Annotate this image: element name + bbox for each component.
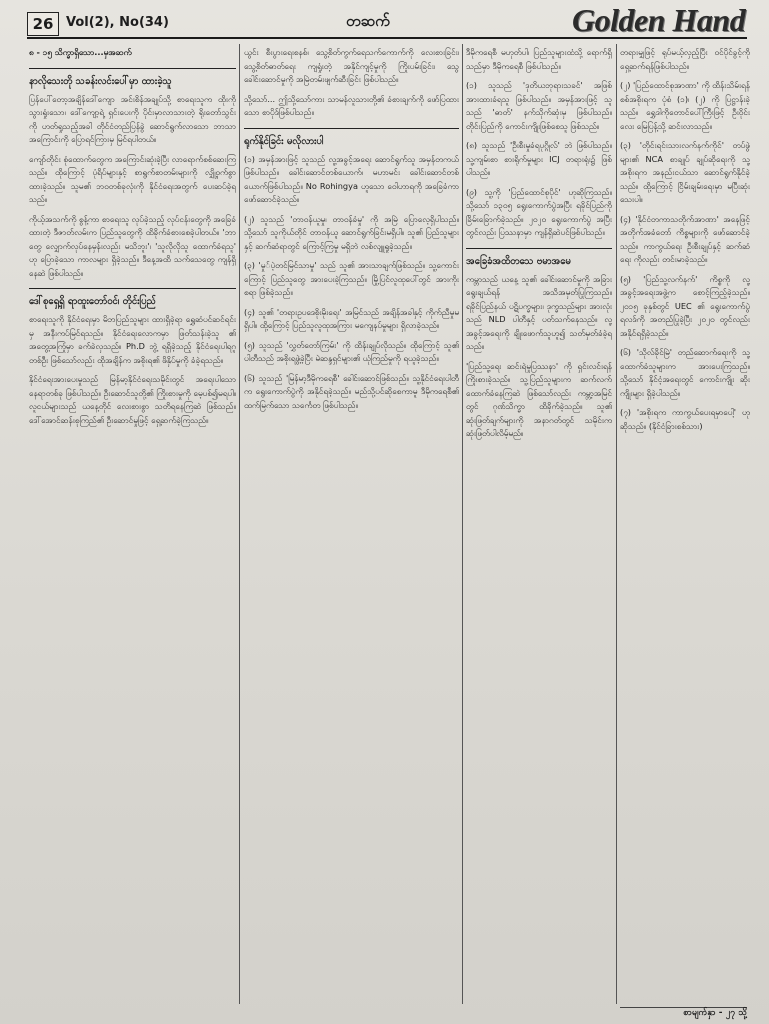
paragraph: နိုင်ငံရေးအားပေးမှုသည် မြန်မာ့နိုင်ငံရေးသမိုင်းတွင် အရေးပါသော နေရာတစ်ခု ဖြစ်ပါသည်။ ဦးဆောင်သူတို့၏ ကြိုးစားမှုကို မေ့ပစ်၍မရပါ။ လူငယ်များသည် ယနေ့တိုင် လေးစားစွာ သတိရနေကြဆဲ ဖြစ်သည်။ ဒေါ်အောင်ဆန်းစုကြည်၏ ဦးဆောင်မှုဖြင့် ရှေ့ဆက်ခဲ့ကြသည်။ — [29, 374, 236, 425]
column-rule — [239, 44, 240, 1004]
column-rule — [462, 44, 463, 1004]
paragraph: (၁) သူသည် 'ဒုတိယဘုရားသခင်' အဖြစ် အားထားခံရသူ ဖြစ်ပါသည်။ အမှန်အားဖြင့် သူသည် 'ဓာတ်' နက်သိုက်ဆုံးမှ ဖြစ်ပါသည်။ တိုင်းပြည်ကို ကောင်းကျိုးဖြစ်စေသူ ဖြစ်သည်။ — [466, 80, 612, 131]
paragraph: (၃) 'မှု်ပဲ့တင်မြင်သာမှု' သည် သူ၏ အားသာချက်ဖြစ်သည်။ သူ့ကောင်းကြောင့် ပြည်သူတွေ အားပေးခဲ့ကြသည်။ မြို့ပြင်လူထုပေါ်တွင် အားကိုးစရာ ဖြစ်ခဲ့သည်။ — [244, 260, 459, 297]
header-rule — [27, 37, 747, 39]
paragraph: (၅) 'ပြည်သူ့လက်နက်' ကိစ္စကို လူ့အခွင့်အရေးအဖွဲ့က စောင့်ကြည့်ခဲ့သည်။ ၂၀၁၅ ခုနှစ်တွင် UEC ၏ ရွေးကောက်ပွဲရလဒ်ကို အတည်ပြုခဲ့ပြီး ၂၀၂၀ တွင်လည်း အနိုင်ရရှိခဲ့သည်။ — [620, 273, 750, 338]
paragraph: (၈) သူသည် 'ဦးစီးမှုခံရပုဂ္ဂိုလ်' ဘဲ ဖြစ်ပါသည်။ သူ့ကျမ်းစာ စားရိုက်မှုများ ICJ တရားရုံး၌ ဖြစ်ပါသည်။ — [466, 140, 612, 177]
subheading: အခြေခံအထိတသေ ဗမာအမေ — [466, 255, 571, 267]
paragraph: (၁) အမှန်အားဖြင့် သူသည် လူ့အခွင့်အရေး ဆောင်ရွက်သူ အမှန်တကယ်ဖြစ်ပါသည်။ ခေါင်းဆောင်တစ်ယောက်၊ မဟာမင်း ခေါင်းဆောင်တစ်ယောက်ဖြစ်ပါသည်။ No Rohingya ဟူသော ဝေါဟာရကို အခြေခံကာ ဖော်ဆောင်ခဲ့သည်။ — [244, 153, 459, 204]
paragraph: ယွင်း စီးပွားရေးစနစ်၊ သွေ့စိတ်ကွက်ရေသက်ကောက်ကို လေးစားခြင်း၊ သွေ့စိတ်ဓာတ်ရေး ကျရှုံးတဲ့ အနိုင်ကျင့်မှုကို ကြိုးပမ်းခြင်း၊ သွေ့ခေါင်းဆောင်မှုကို အမြဲတမ်းဖျက်ဆီးခြင်း ဖြစ်ပါသည်။ — [244, 47, 459, 84]
column-1 — [29, 46, 236, 1004]
column-4 — [620, 46, 750, 1004]
page-number: 26 — [27, 12, 59, 36]
continued-footer: စာမျက်နှာ - ၂၇ သို့ — [683, 1008, 747, 1018]
paragraph: (၅) သူသည် 'လွှတ်တော်ကြမ်း' ကို ထိန်းချုပ်လိုသည်။ ထိုကြောင့် သူ၏ ပါတီသည် အစိုးရဖွဲ့ခဲ့ပြီး မဲဆန္ဒရှင်များ၏ ယုံကြည်မှုကို ရယူခဲ့သည်။ — [244, 339, 459, 363]
paragraph: သို့သော်... ဤသို့သော်ကား သာမန်လူသားတို့၏ ခံစားချက်ကို ဖော်ပြထားသော စာပိုဒ်ဖြစ်ပါသည်။ — [244, 93, 459, 117]
paragraph: (၉) သူ့ကို 'ပြည်ထောင်စုပိုင်' ဟုဆိုကြသည်။ သို့သော် ၁၃၀၅ ရွေးကောက်ပွဲအပြီး ရခိုင်ပြည်ကို ခြိမ်းခြောက်ခဲ့သည်။ ၂၀၂၀ ရွေးကောက်ပွဲ အပြီးတွင်လည်း ပြဿနာမှာ ကျန်ရှိဆဲပင်ဖြစ်ပါသည်။ — [466, 186, 612, 237]
paragraph: (၂) သူသည် 'တာဝန်ယူမှု၊ တာဝန်ခံမှု' ကို အမြဲ ပြောလေ့ရှိပါသည်။ သို့သော် သူကိုယ်တိုင် တာဝန်ယူ ဆောင်ရွက်ခြင်းမရှိပါ။ သူ၏ ပြည်သူများနှင့် ဆက်ဆံရာတွင် ကြောင့်ကြမှု မရှိဘဲ လစ်လျူရှုခဲ့သည်။ — [244, 213, 459, 251]
divider — [244, 128, 459, 129]
subheading: နာလိုသေးတို သခန်းလင်းပေါ်မှာ ထားခဲ့သူ — [29, 75, 172, 87]
paragraph: (၇) 'အစိုးရက ကာကွယ်ပေးရမှာပေါ့' ဟု ဆိုသည်။ (နိုင်ငံခြားစစ်သား) — [620, 407, 750, 431]
page-header — [0, 0, 769, 44]
brand-logo: Golden Hand — [572, 2, 746, 38]
paragraph: ဒီမိုကရေစီ မဟုတ်ပါ၊ ပြည်သူများထံသို့ ရောက်ရှိသည်မှာ ဒီမိုကရေစီ ဖြစ်ပါသည်။ — [466, 47, 612, 71]
paragraph: 'ပြည်သူ့ရေး ဆင်းရဲမှုပြဿနာ' ကို ရှင်းလင်းရန် ကြိုးစားခဲ့သည်။ သူ့ပြည်သူများက ဆက်လက် ထောက်ခံနေကြဆဲ ဖြစ်သော်လည်း ကမ္ဘာ့အမြင်တွင် ဂုဏ်သိက္ခာ ထိခိုက်ခဲ့သည်။ သူ၏ ဆုံးဖြတ်ချက်များကို အနာဂတ်တွင် သမိုင်းက ဆုံးဖြတ်ပါလိမ့်မည်။ — [466, 360, 612, 438]
paragraph: တရားမျှဖြင့် ရုပ်မယ့်လှည့်ပြီး ဝင်ပိုင်ခွင့်ကို ရှေ့ဆက်ရန်ဖြစ်ပါသည်။ — [620, 47, 750, 71]
divider — [29, 68, 236, 69]
paragraph: (၆) 'သိုလ်ခိုင်မြဲ' တည်ဆောက်ရေးကို သူ့ထောက်ခံသူများက အားပေးကြသည်။ သို့သော် နိုင်ငံ့အရေးတွင် ကောင်းကျိုး ဆိုးကျိုးများ ရှိခဲ့ပါသည်။ — [620, 347, 750, 398]
paragraph: ပြန်ပေါ်တော့အချိန်ဒေါ်ကျော အင်းစိန်အချုပ်သို့ စာရေးသူက ထိုးကိုသွားရှုံးသော၊ ဒေါ်ကျော့ရဲ့ ရှင်းပေးကို ပိုင်းမှာလာသားတဲ့ ရိုးတော်သွင်းကို ဟတ်ရှုသည့်အခါ တိုင်ငံတည်ပြန်ခွဲ ဆောင်ရွက်လာသော ဘာသာ အကြောင်းကို ပြောရင်ကြားမှ မြင်ရပါတယ်။ — [29, 93, 236, 144]
paragraph: စာရေးသူကို နိုင်ငံရေးမှာ မိဘပြည်သူများ ထားရှိခဲ့ရာ ရွှေဆံပင်ဆင်ရင်းမှ အနီးကပ်မြင်ရသည်။ နိုင်ငံရေးလောကမှာ ဖြတ်သန်းခဲ့သူ ၏ အတွေ့အကြုံမှာ ခက်ခဲလှသည်။ Ph.D ဘွဲ့ ရရှိခဲ့သည့် နိုင်ငံရေးပါရဂူတစ်ဦး ဖြစ်သော်လည်း ထိုအချိန်က အစိုးရ၏ ဖိနှိပ်မှုကို ခံခဲ့ရသည်။ — [29, 314, 236, 365]
column-2 — [244, 46, 459, 1004]
divider — [29, 288, 236, 289]
continued-title: ၈ - ၁၅ သိက္ခာရှိသော...မှအဆက် — [29, 47, 132, 57]
column-3 — [466, 46, 612, 1004]
subheading: ရုက်နိုင်ခြင်း မလိုလားပါ — [244, 135, 324, 147]
paragraph: ကျော်တိုင်း စုံထောက်တွေက အကြောင်းဆုံးခဲ့ပြီး လာရောက်စစ်ဆေးကြသည်။ ထိုကြောင့် ပုံရိပ်များနှင့် စာရွက်စာတမ်းများကို လျှို့ဝှက်စွာ ထားခဲ့သည်။ သူမ၏ ဘဝတစ်ခုလုံးကို နိုင်ငံရေးအတွက် ပေးဆပ်ခဲ့ရသည်။ — [29, 153, 236, 204]
section-title: တဆက် — [346, 12, 390, 30]
paragraph: ကိုယ့်အသက်ကို စွန့်ကာ စာရေးသူ လုပ်ခဲ့သည့် လုပ်ငန်းတွေကို အခြေခံထားတဲ့ ဒီဇာတ်လမ်းက ပြည်သူတွေကို ထိခိုက်ခံစားစေခဲ့ပါတယ်။ 'ဘာတွေ လျှောက်လုပ်နေမှန်းလည်း မသိဘူး'၊ 'သူလိုလိုသူ ထောက်ခံရသူ' ဟု ပြောခဲ့သော ကာလများ ရှိခဲ့သည်။ ဒီနေ့အထိ သက်သေတွေ ကျန်ရှိနေဆဲ ဖြစ်ပါသည်။ — [29, 213, 236, 278]
divider — [466, 248, 612, 249]
paragraph: ကမ္ဘာသည် ယနေ့ သူ၏ ခေါင်းဆောင်မှုကို အခြားရွေးချယ်ရန် အသိအမှတ်ပြုကြသည်။ ရခိုင်ပြည်နယ် ပဋိပက္ခများ၊ ဒုက္ခသည်များ အားလုံးသည် NLD ပါတီနှင့် ပတ်သက်နေသည်။ လူ့အခွင့်အရေးကို ချိုးဖောက်သူဟူ၍ သတ်မှတ်ခံခဲ့ရသည်။ — [466, 273, 612, 351]
column-rule — [616, 44, 617, 1004]
paragraph: (၃) 'တိုင်းရင်းသားလက်နက်ကိုင်' တပ်ဖွဲ့များ၏ NCA စာချုပ် ချုပ်ဆိုရေးကို သူ့အစိုးရက အနည်းငယ်သာ ဆောင်ရွက်နိုင်ခဲ့သည်။ ထို့ကြောင့် ငြိမ်းချမ်းရေးမှာ မပြီးဆုံးသေးပါ။ — [620, 140, 750, 204]
subheading: ဒေါ်စုရှေ့ရှိ ရာထူးတော်ဝင်၊ တိုင်းပြည် — [29, 296, 156, 307]
paragraph: (၂) 'ပြည်ထောင်စုအာဏာ' ကို ထိန်းသိမ်းရန် စစ်အစိုးရက ပုံစံ (၁)၊ (၂) ကို ပြဋ္ဌာန်းခဲ့သည်။ ရွှေဒါကိုတောင်ပေါ်ကြီးဖြင့် ဦးဝိုင်းလေး မြေပြန့်သို့ ဆင်းလာသည်။ — [620, 80, 750, 131]
paragraph: (၄) 'နိုင်ငံတကာသတိုက်အာဏာ' အနေဖြင့် အတိုက်အခံတော် ကိစ္စများကို ဖော်ဆောင်ခဲ့သည်။ ကာကွယ်ရေး ဦးစီးချုပ်နှင့် ဆက်ဆံရေး ကိုလည်း တင်းမာခဲ့သည်။ — [620, 213, 750, 264]
paragraph: (၄) သူ၏ 'တရားဥပဒေစိုးမိုးရေး' အမြင်သည် အချိန်အခါနှင့် ကိုက်ညီမှုမရှိပါ။ ထို့ကြောင့် ပြည်သူလူထုအကြား မကျေနပ်မှုများ ရှိလာခဲ့သည်။ — [244, 306, 459, 330]
paragraph: (၆) သူသည် 'မြန်မာ့ဒီမိုကရေစီ' ခေါင်းဆောင်ဖြစ်သည်။ သူ့နိုင်ငံရေးပါတီက ရွေးကောက်ပွဲကို အနိုင်ရခဲ့သည်။ မည်သို့ပင်ဆိုစေကာမူ ဒီမိုကရေစီ၏ ထက်မြက်သော သင်္ကေတ ဖြစ်ပါသည်။ — [244, 372, 459, 410]
volume-issue: Vol(2), No(34) — [66, 15, 169, 30]
